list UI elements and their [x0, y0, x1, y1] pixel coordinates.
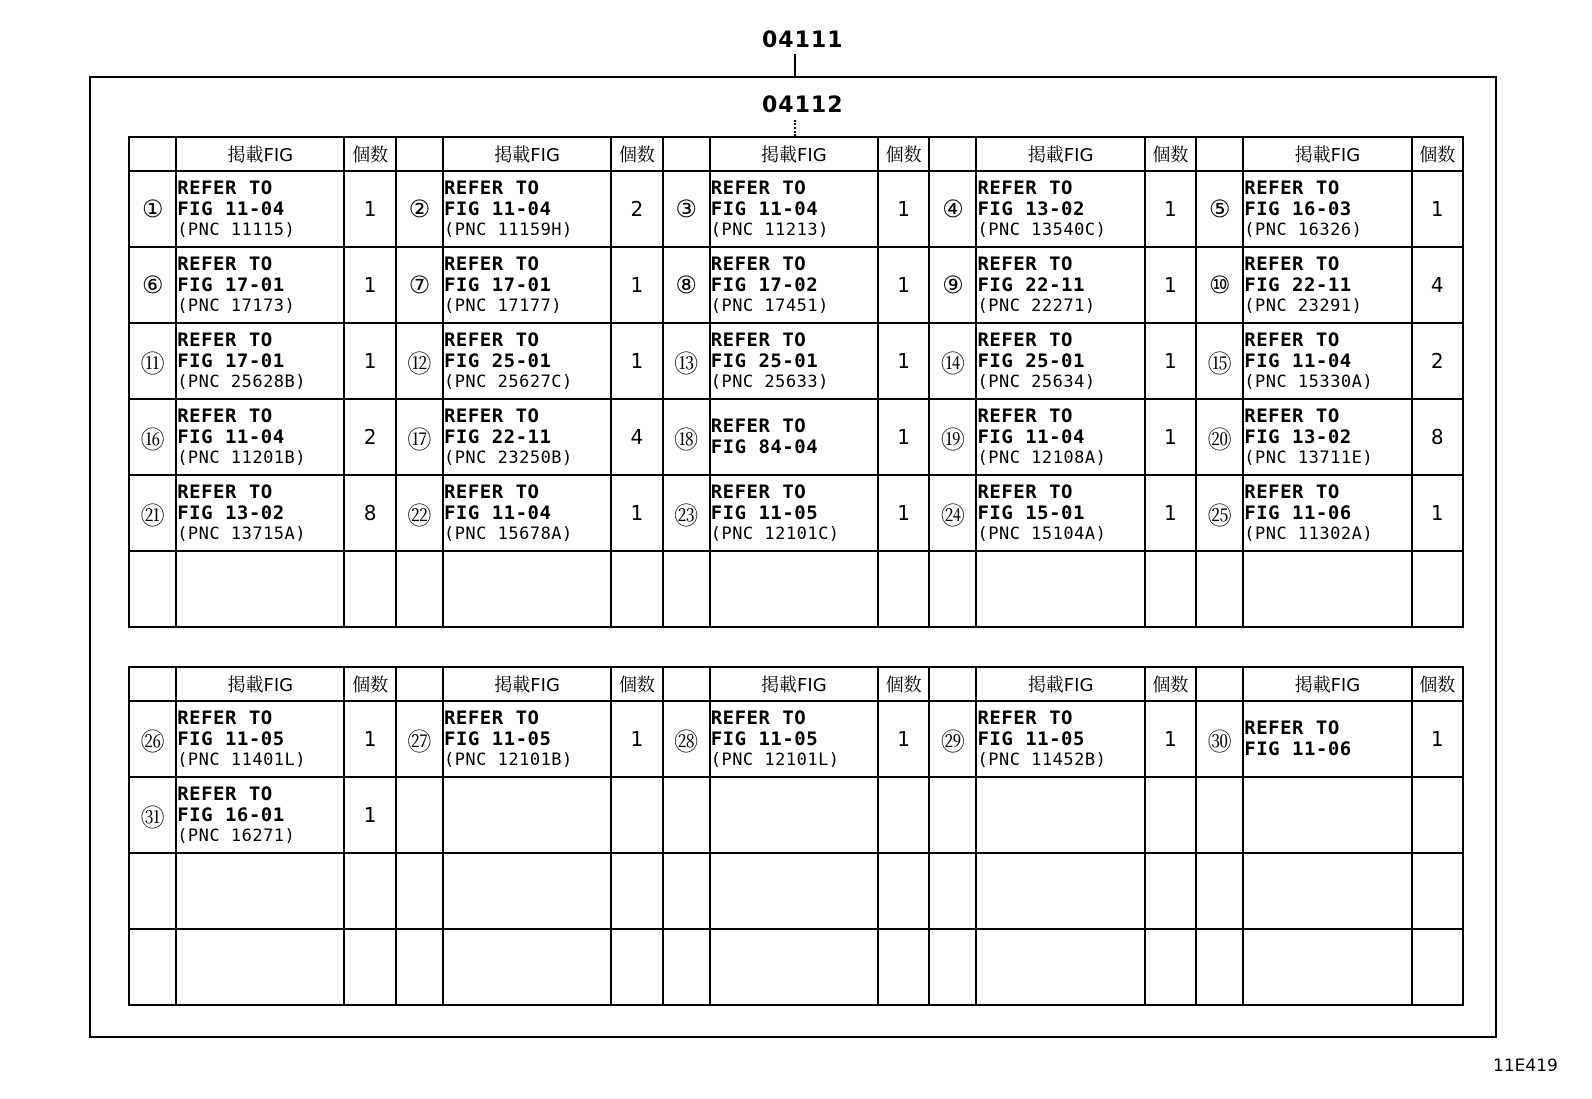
reference-table-lower [128, 666, 1464, 1006]
refer-to-text: REFER TO [443, 404, 540, 427]
item-number: ① [129, 171, 176, 247]
item-number [929, 853, 976, 929]
item-number: ⑪ [129, 323, 176, 399]
item-number: ③ [663, 171, 710, 247]
pnc-number: (PNC 12101C) [710, 523, 840, 544]
quantity: 1 [878, 171, 929, 247]
item-number [929, 777, 976, 853]
item-number [663, 551, 710, 627]
pnc-number: (PNC 11302A) [1244, 523, 1374, 544]
fig-number: FIG 22-11 [443, 425, 552, 448]
pnc-number: (PNC 25633) [710, 371, 829, 392]
fig-reference [1243, 551, 1411, 627]
fig-reference [710, 399, 878, 475]
fig-reference [976, 475, 1144, 551]
item-number [929, 929, 976, 1005]
fig-number: FIG 13-02 [177, 501, 285, 524]
fig-header: 掲載FIG [443, 667, 611, 701]
item-number [129, 551, 176, 627]
index-header [929, 137, 976, 171]
refer-to-text: REFER TO [177, 404, 273, 427]
refer-to-text: REFER TO [1244, 176, 1340, 199]
quantity [878, 777, 929, 853]
item-number: ⑲ [929, 399, 976, 475]
fig-reference [976, 551, 1144, 627]
quantity: 1 [1412, 701, 1463, 777]
refer-to-text: REFER TO [177, 480, 273, 503]
outer-leader-line [794, 54, 796, 76]
fig-reference [976, 399, 1144, 475]
refer-to-text: REFER TO [443, 706, 540, 729]
table-row [129, 399, 1463, 475]
fig-header: 掲載FIG [443, 137, 611, 171]
pnc-number: (PNC 15330A) [1244, 371, 1374, 392]
qty-header: 個数 [878, 667, 929, 701]
item-number [663, 777, 710, 853]
qty-header: 個数 [344, 667, 395, 701]
refer-to-text: REFER TO [710, 252, 807, 275]
index-header [1196, 667, 1243, 701]
quantity: 1 [611, 475, 662, 551]
refer-to-text: REFER TO [443, 328, 540, 351]
item-number: ⑫ [396, 323, 443, 399]
fig-header: 掲載FIG [1243, 137, 1411, 171]
quantity [611, 777, 662, 853]
fig-number: FIG 17-01 [177, 273, 285, 296]
fig-number: FIG 15-01 [977, 501, 1085, 524]
pnc-number: (PNC 17177) [443, 295, 563, 316]
drawing-id: 11E419 [1493, 1056, 1558, 1076]
quantity [344, 929, 395, 1005]
fig-reference [443, 777, 611, 853]
index-header [1196, 137, 1243, 171]
item-number [396, 551, 443, 627]
fig-reference [443, 551, 611, 627]
item-number: ⑳ [1196, 399, 1243, 475]
quantity: 1 [1412, 171, 1463, 247]
fig-reference [1243, 929, 1411, 1005]
fig-reference [710, 551, 878, 627]
quantity [344, 551, 395, 627]
fig-reference [1243, 399, 1411, 475]
fig-reference [1243, 701, 1411, 777]
fig-reference [176, 171, 344, 247]
refer-to-text: REFER TO [443, 480, 540, 503]
quantity [878, 929, 929, 1005]
pnc-number: (PNC 12101B) [443, 749, 573, 770]
fig-reference [976, 171, 1144, 247]
refer-to-text: REFER TO [1244, 252, 1340, 275]
fig-header: 掲載FIG [976, 137, 1144, 171]
refer-to-text: REFER TO [710, 480, 807, 503]
index-header [396, 137, 443, 171]
item-number [663, 853, 710, 929]
refer-to-text: REFER TO [710, 328, 807, 351]
fig-number: FIG 11-05 [443, 727, 552, 750]
fig-header: 掲載FIG [176, 667, 344, 701]
qty-header: 個数 [344, 137, 395, 171]
fig-number: FIG 11-04 [443, 501, 552, 524]
fig-reference [710, 777, 878, 853]
quantity: 1 [344, 777, 395, 853]
table-row [129, 929, 1463, 1005]
refer-to-text: REFER TO [710, 176, 807, 199]
quantity [1412, 551, 1463, 627]
fig-number: FIG 11-05 [977, 727, 1085, 750]
pnc-number: (PNC 11401L) [177, 749, 307, 770]
fig-number: FIG 13-02 [977, 197, 1085, 220]
quantity: 1 [1145, 323, 1196, 399]
item-number: ㉖ [129, 701, 176, 777]
fig-number: FIG 84-04 [710, 436, 819, 458]
index-header [663, 667, 710, 701]
item-number [129, 853, 176, 929]
item-number [1196, 853, 1243, 929]
inner-leader-line [794, 120, 796, 136]
fig-number: FIG 17-02 [710, 273, 819, 296]
quantity [1145, 551, 1196, 627]
pnc-number: (PNC 15678A) [443, 523, 573, 544]
quantity [1412, 929, 1463, 1005]
refer-to-text: REFER TO [977, 706, 1073, 729]
item-number: ㉒ [396, 475, 443, 551]
quantity [1145, 853, 1196, 929]
refer-to-text: REFER TO [177, 706, 273, 729]
item-number [929, 551, 976, 627]
fig-number: FIG 22-11 [977, 273, 1085, 296]
pnc-number: (PNC 15104A) [977, 523, 1107, 544]
quantity: 1 [878, 323, 929, 399]
quantity [878, 551, 929, 627]
fig-reference [976, 701, 1144, 777]
quantity: 8 [344, 475, 395, 551]
pnc-number: (PNC 11159H) [443, 219, 573, 240]
quantity [611, 929, 662, 1005]
quantity: 4 [1412, 247, 1463, 323]
pnc-number: (PNC 11115) [177, 219, 296, 240]
header-row [129, 137, 1463, 171]
pnc-number: (PNC 12101L) [710, 749, 840, 770]
pnc-number: (PNC 23291) [1244, 295, 1363, 316]
quantity: 2 [1412, 323, 1463, 399]
fig-number: FIG 25-01 [977, 349, 1085, 372]
fig-reference [176, 551, 344, 627]
quantity: 1 [1145, 475, 1196, 551]
table-row [129, 171, 1463, 247]
qty-header: 個数 [1412, 137, 1463, 171]
fig-reference [1243, 777, 1411, 853]
item-number: ㉚ [1196, 701, 1243, 777]
refer-to-text: REFER TO [710, 706, 807, 729]
pnc-number: (PNC 25627C) [443, 371, 573, 392]
pnc-number: (PNC 13711E) [1244, 447, 1374, 468]
fig-reference [976, 853, 1144, 929]
fig-reference [176, 475, 344, 551]
fig-reference [443, 323, 611, 399]
item-number: ㉗ [396, 701, 443, 777]
item-number: ⑯ [129, 399, 176, 475]
qty-header: 個数 [1412, 667, 1463, 701]
pnc-number: (PNC 16271) [177, 825, 296, 846]
fig-number: FIG 16-01 [177, 803, 285, 826]
qty-header: 個数 [611, 137, 662, 171]
fig-reference [443, 247, 611, 323]
item-number [396, 777, 443, 853]
fig-reference [176, 853, 344, 929]
refer-to-text: REFER TO [443, 176, 540, 199]
refer-to-text: REFER TO [1244, 717, 1340, 739]
quantity: 1 [611, 247, 662, 323]
fig-reference [1243, 475, 1411, 551]
item-number: ② [396, 171, 443, 247]
qty-header: 個数 [1145, 137, 1196, 171]
fig-number: FIG 11-04 [977, 425, 1085, 448]
quantity: 2 [611, 171, 662, 247]
item-number: ㉘ [663, 701, 710, 777]
quantity: 1 [344, 247, 395, 323]
item-number: ⑧ [663, 247, 710, 323]
fig-reference [976, 247, 1144, 323]
item-number: ⑦ [396, 247, 443, 323]
fig-number: FIG 11-04 [710, 197, 819, 220]
fig-reference [710, 929, 878, 1005]
item-number: ㉑ [129, 475, 176, 551]
refer-to-text: REFER TO [177, 176, 273, 199]
item-number [1196, 929, 1243, 1005]
pnc-number: (PNC 17451) [710, 295, 829, 316]
fig-number: FIG 11-05 [177, 727, 285, 750]
fig-reference [443, 399, 611, 475]
fig-number: FIG 11-06 [1244, 738, 1352, 760]
pnc-number: (PNC 25628B) [177, 371, 307, 392]
fig-reference [710, 701, 878, 777]
fig-header: 掲載FIG [976, 667, 1144, 701]
item-number: ㉙ [929, 701, 976, 777]
fig-number: FIG 11-04 [1244, 349, 1352, 372]
item-number: ⑤ [1196, 171, 1243, 247]
fig-reference [710, 323, 878, 399]
quantity: 1 [611, 323, 662, 399]
quantity: 8 [1412, 399, 1463, 475]
refer-to-text: REFER TO [977, 176, 1073, 199]
fig-header: 掲載FIG [1243, 667, 1411, 701]
table-row [129, 701, 1463, 777]
item-number: ⑥ [129, 247, 176, 323]
fig-reference [443, 929, 611, 1005]
pnc-number: (PNC 12108A) [977, 447, 1107, 468]
fig-number: FIG 25-01 [443, 349, 552, 372]
fig-reference [710, 853, 878, 929]
header-row [129, 667, 1463, 701]
fig-reference [1243, 853, 1411, 929]
quantity: 1 [1145, 247, 1196, 323]
quantity: 4 [611, 399, 662, 475]
quantity: 1 [878, 701, 929, 777]
fig-reference [976, 777, 1144, 853]
refer-to-text: REFER TO [1244, 328, 1340, 351]
fig-header: 掲載FIG [710, 667, 878, 701]
refer-to-text: REFER TO [177, 328, 273, 351]
fig-reference [443, 475, 611, 551]
fig-reference [176, 777, 344, 853]
quantity: 2 [344, 399, 395, 475]
reference-table-upper [128, 136, 1464, 628]
refer-to-text: REFER TO [977, 404, 1073, 427]
item-number [1196, 551, 1243, 627]
index-header [663, 137, 710, 171]
fig-reference [976, 323, 1144, 399]
quantity [1145, 777, 1196, 853]
pnc-number: (PNC 13715A) [177, 523, 307, 544]
refer-to-text: REFER TO [177, 252, 273, 275]
quantity: 1 [1145, 171, 1196, 247]
fig-number: FIG 16-03 [1244, 197, 1352, 220]
outer-assembly-label: 04111 [762, 28, 844, 53]
table-row [129, 777, 1463, 853]
refer-to-text: REFER TO [1244, 480, 1340, 503]
quantity: 1 [611, 701, 662, 777]
quantity [1412, 777, 1463, 853]
quantity [1145, 929, 1196, 1005]
item-number: ㉕ [1196, 475, 1243, 551]
fig-number: FIG 17-01 [177, 349, 285, 372]
fig-number: FIG 22-11 [1244, 273, 1352, 296]
refer-to-text: REFER TO [1244, 404, 1340, 427]
quantity: 1 [878, 475, 929, 551]
table-row [129, 475, 1463, 551]
qty-header: 個数 [1145, 667, 1196, 701]
item-number: ⑨ [929, 247, 976, 323]
table-row [129, 247, 1463, 323]
index-header [396, 667, 443, 701]
quantity: 1 [344, 171, 395, 247]
quantity [611, 853, 662, 929]
fig-number: FIG 11-05 [710, 501, 819, 524]
item-number [1196, 777, 1243, 853]
quantity: 1 [1412, 475, 1463, 551]
fig-reference [443, 853, 611, 929]
quantity [1412, 853, 1463, 929]
fig-reference [176, 399, 344, 475]
quantity [878, 853, 929, 929]
item-number: ㉔ [929, 475, 976, 551]
item-number: ④ [929, 171, 976, 247]
fig-number: FIG 11-05 [710, 727, 819, 750]
item-number: ⑮ [1196, 323, 1243, 399]
fig-number: FIG 25-01 [710, 349, 819, 372]
fig-reference [1243, 171, 1411, 247]
quantity: 1 [1145, 399, 1196, 475]
index-header [129, 667, 176, 701]
index-header [929, 667, 976, 701]
fig-reference [176, 247, 344, 323]
quantity [344, 853, 395, 929]
quantity: 1 [344, 701, 395, 777]
item-number [129, 929, 176, 1005]
item-number: ⑭ [929, 323, 976, 399]
item-number [396, 853, 443, 929]
fig-number: FIG 11-04 [443, 197, 552, 220]
item-number [663, 929, 710, 1005]
pnc-number: (PNC 11213) [710, 219, 829, 240]
quantity: 1 [878, 399, 929, 475]
refer-to-text: REFER TO [710, 415, 807, 437]
item-number: ⑬ [663, 323, 710, 399]
table-row [129, 323, 1463, 399]
table-row [129, 853, 1463, 929]
item-number: ⑱ [663, 399, 710, 475]
item-number: ㉛ [129, 777, 176, 853]
qty-header: 個数 [611, 667, 662, 701]
fig-reference [176, 929, 344, 1005]
fig-reference [1243, 323, 1411, 399]
quantity: 1 [1145, 701, 1196, 777]
fig-number: FIG 13-02 [1244, 425, 1352, 448]
pnc-number: (PNC 22271) [977, 295, 1096, 316]
quantity [611, 551, 662, 627]
refer-to-text: REFER TO [177, 782, 273, 805]
fig-number: FIG 17-01 [443, 273, 552, 296]
refer-to-text: REFER TO [977, 480, 1073, 503]
fig-reference [443, 701, 611, 777]
item-number: ⑰ [396, 399, 443, 475]
pnc-number: (PNC 11452B) [977, 749, 1107, 770]
fig-header: 掲載FIG [176, 137, 344, 171]
pnc-number: (PNC 25634) [977, 371, 1096, 392]
pnc-number: (PNC 17173) [177, 295, 296, 316]
table-row [129, 551, 1463, 627]
fig-header: 掲載FIG [710, 137, 878, 171]
qty-header: 個数 [878, 137, 929, 171]
pnc-number: (PNC 11201B) [177, 447, 307, 468]
quantity: 1 [878, 247, 929, 323]
item-number: ⑩ [1196, 247, 1243, 323]
fig-number: FIG 11-04 [177, 425, 285, 448]
inner-assembly-label: 04112 [762, 93, 844, 118]
pnc-number: (PNC 13540C) [977, 219, 1107, 240]
item-number [396, 929, 443, 1005]
fig-number: FIG 11-04 [177, 197, 285, 220]
fig-reference [176, 701, 344, 777]
fig-reference [710, 171, 878, 247]
refer-to-text: REFER TO [977, 328, 1073, 351]
fig-number: FIG 11-06 [1244, 501, 1352, 524]
fig-reference [176, 323, 344, 399]
pnc-number: (PNC 16326) [1244, 219, 1363, 240]
fig-reference [1243, 247, 1411, 323]
fig-reference [710, 475, 878, 551]
refer-to-text: REFER TO [443, 252, 540, 275]
fig-reference [443, 171, 611, 247]
pnc-number: (PNC 23250B) [443, 447, 573, 468]
refer-to-text: REFER TO [977, 252, 1073, 275]
quantity: 1 [344, 323, 395, 399]
fig-reference [710, 247, 878, 323]
fig-reference [976, 929, 1144, 1005]
item-number: ㉓ [663, 475, 710, 551]
index-header [129, 137, 176, 171]
